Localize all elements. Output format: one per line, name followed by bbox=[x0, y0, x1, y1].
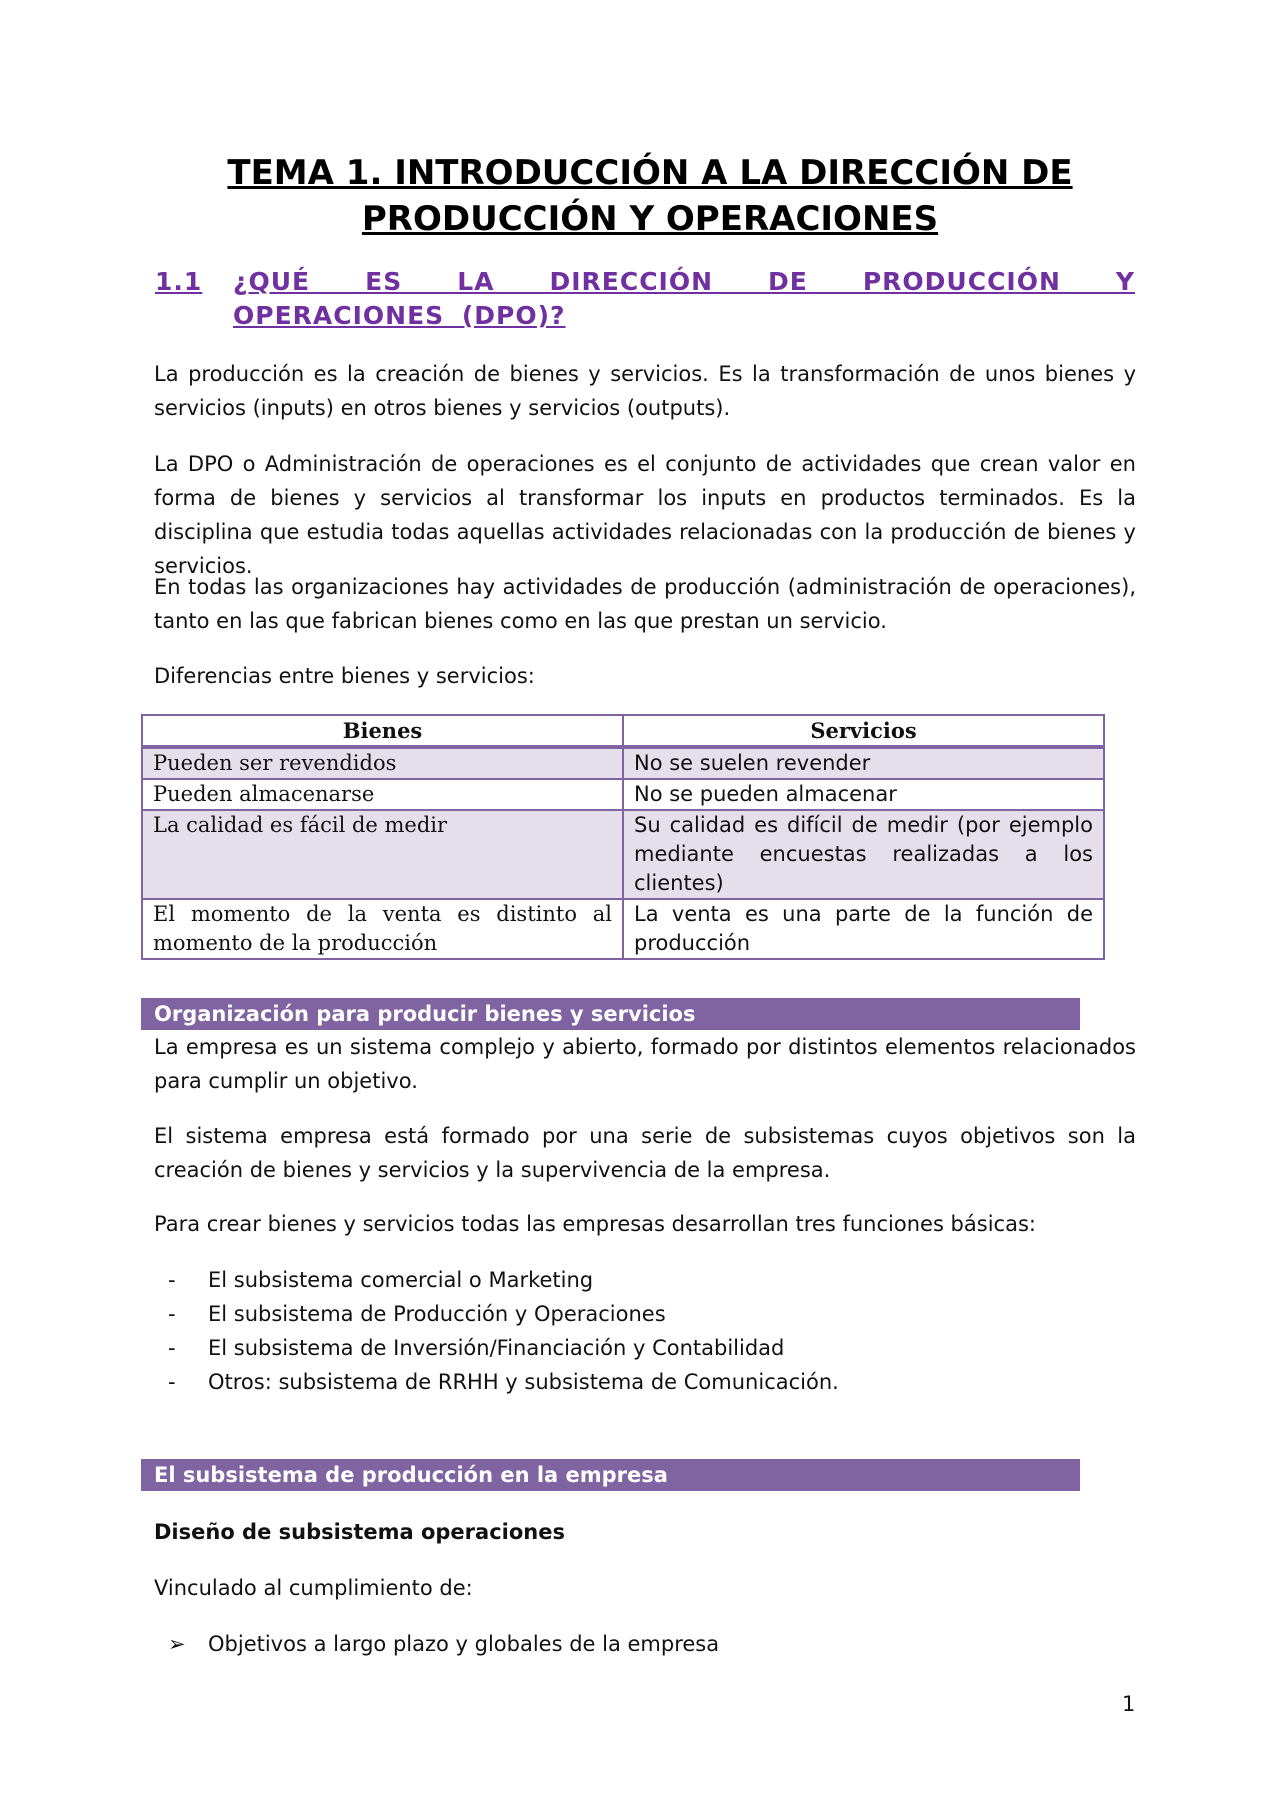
list-item: - El subsistema de Inversión/Financiación y Contabilidad bbox=[154, 1331, 1134, 1365]
document-title bbox=[150, 150, 1150, 242]
list-item: - El subsistema comercial o Marketing bbox=[154, 1263, 1134, 1297]
table-row bbox=[142, 810, 1104, 899]
table-cell-goods: El momento de la venta es distinto al momento de la producción bbox=[142, 899, 623, 959]
dash-marker: - bbox=[168, 1302, 176, 1326]
table-header-goods: Bienes bbox=[142, 715, 623, 747]
table-row bbox=[142, 899, 1104, 959]
table-cell-services: Su calidad es difícil de medir (por ejemplo mediante encuestas realizadas a los clientes) bbox=[623, 810, 1104, 899]
objectives-list bbox=[154, 1627, 1134, 1661]
functions-list bbox=[154, 1263, 1134, 1399]
section-number: 1.1 bbox=[155, 267, 203, 296]
paragraph-company-system: La empresa es un sistema complejo y abierto, formado por distintos elementos relacionados para cumplir un objetivo. bbox=[154, 1035, 1136, 1093]
table-row bbox=[142, 779, 1104, 810]
section-heading bbox=[155, 265, 1135, 333]
paragraph-differences-intro: Diferencias entre bienes y servicios: bbox=[154, 664, 535, 688]
prod-section-heading: El subsistema de producción en la empresa bbox=[141, 1459, 1080, 1491]
paragraph-organizations: En todas las organizaciones hay actividades de producción (administración de operaciones), tanto en las que fabrican bienes como en las que prestan un servicio. bbox=[154, 575, 1136, 633]
table-cell-services: No se pueden almacenar bbox=[623, 779, 1104, 810]
table-cell-goods: Pueden ser revendidos bbox=[142, 747, 623, 779]
page-number: 1 bbox=[1122, 1692, 1136, 1716]
list-item: - Otros: subsistema de RRHH y subsistema de Comunicación. bbox=[154, 1365, 1134, 1399]
paragraph-production-definition: La producción es la creación de bienes y servicios. Es la transformación de unos bienes y servicios (inputs) en otros bienes y servicios (outputs). bbox=[154, 362, 1136, 420]
prod-subheading: Diseño de subsistema operaciones bbox=[154, 1520, 565, 1544]
paragraph-subsystems: El sistema empresa está formado por una serie de subsistemas cuyos objetivos son la creación de bienes y servicios y la supervivencia de la empresa. bbox=[154, 1124, 1136, 1182]
title-line-2: PRODUCCIÓN Y OPERACIONES bbox=[361, 199, 939, 239]
table-header-row bbox=[142, 715, 1104, 747]
table-cell-goods: La calidad es fácil de medir bbox=[142, 810, 623, 899]
paragraph-basic-functions: Para crear bienes y servicios todas las empresas desarrollan tres funciones básicas: bbox=[154, 1212, 1036, 1236]
table-cell-goods: Pueden almacenarse bbox=[142, 779, 623, 810]
arrow-bullet-icon: ➢ bbox=[168, 1632, 186, 1656]
dash-marker: - bbox=[168, 1268, 176, 1292]
table-row bbox=[142, 747, 1104, 779]
goods-services-table bbox=[141, 714, 1105, 960]
table-cell-services: La venta es una parte de la función de producción bbox=[623, 899, 1104, 959]
section-title: ¿QUÉ ES LA DIRECCIÓN DE PRODUCCIÓN Y OPERACIONES (DPO)? bbox=[233, 267, 1135, 330]
paragraph-linked-to: Vinculado al cumplimiento de: bbox=[154, 1576, 473, 1600]
list-item: - El subsistema de Producción y Operaciones bbox=[154, 1297, 1134, 1331]
paragraph-dpo-definition: La DPO o Administración de operaciones es el conjunto de actividades que crean valor en forma de bienes y servicios al transformar los inputs en productos terminados. Es la disciplina que estudia todas aquellas actividades relacionadas con la producción de bienes y servicios. bbox=[154, 452, 1136, 578]
dash-marker: - bbox=[168, 1336, 176, 1360]
org-section-heading: Organización para producir bienes y servicios bbox=[141, 998, 1080, 1030]
table-cell-services: No se suelen revender bbox=[623, 747, 1104, 779]
title-line-1: TEMA 1. INTRODUCCIÓN A LA DIRECCIÓN DE bbox=[227, 153, 1073, 193]
table-header-services: Servicios bbox=[623, 715, 1104, 747]
list-item: ➢ Objetivos a largo plazo y globales de la empresa bbox=[154, 1627, 1134, 1661]
dash-marker: - bbox=[168, 1370, 176, 1394]
